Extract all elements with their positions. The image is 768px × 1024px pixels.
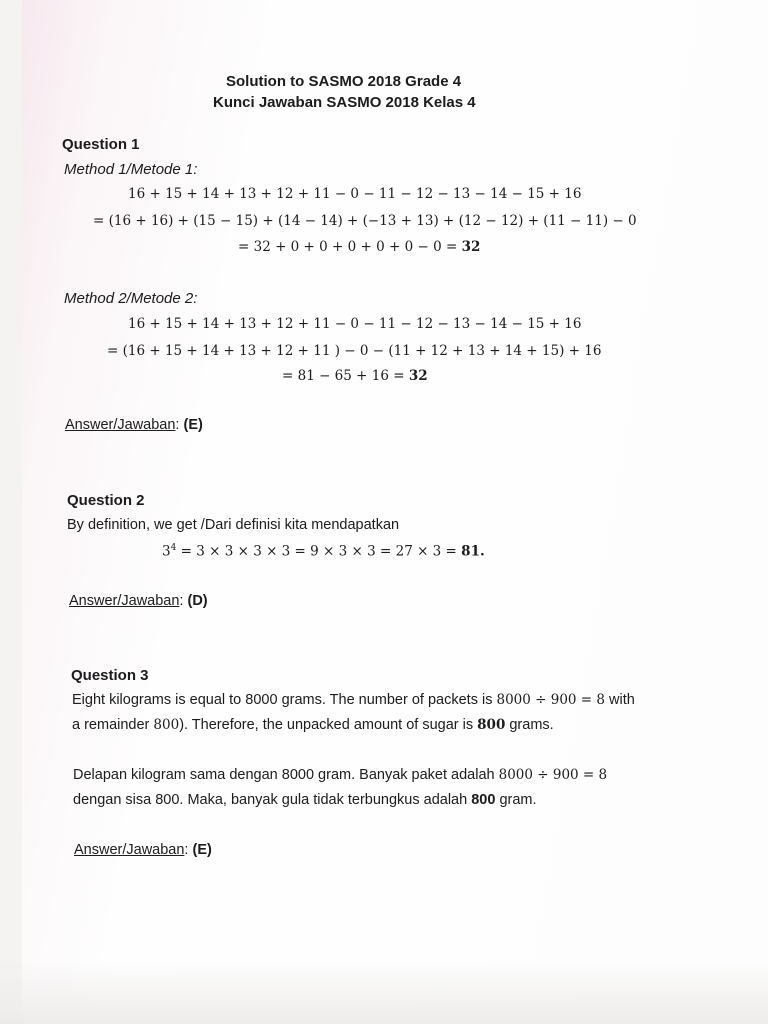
q1-method-1-label: Method 1/Metode 1: [64,161,198,178]
q3-id-l1-text: Delapan kilogram sama dengan 8000 gram. Banyak paket adalah [73,767,499,783]
q1-answer [65,417,203,433]
q2-equation [162,543,485,560]
document-title: Solution to SASMO 2018 Grade 4 [226,73,462,90]
q1-answer-label: Answer/Jawaban [65,417,176,433]
q1-answer-value: (E) [183,417,203,433]
q2-answer-value: (D) [187,593,208,609]
q2-intro: By definition, we get /Dari definisi kita mendapatkan [67,517,400,533]
q3-english-line-2 [72,717,554,733]
q3-id-l2-tail: gram. [495,792,537,808]
q2-eq-body: = 3 × 3 × 3 × 3 = 9 × 3 × 3 = 27 × 3 = [176,543,462,560]
q3-indonesian-line-2 [73,792,537,808]
q3-indonesian-line-1 [73,767,607,783]
q3-en-l2-text: a remainder [72,717,154,733]
q3-answer-label: Answer/Jawaban [74,842,185,858]
question-1-heading: Question 1 [62,136,140,153]
q1-method-2-label: Method 2/Metode 2: [64,290,198,307]
q2-answer [69,593,208,609]
q3-en-l2-bold: 800 [477,717,506,733]
q3-english-line-1 [72,692,635,708]
q1-m2-expression: = 81 − 65 + 16 = [282,368,409,384]
q1-method-2-line-2: = (16 + 15 + 14 + 13 + 12 + 11 ) − 0 − (11 + 12 + 13 + 14 + 15) + 16 [107,343,602,359]
q1-m1-expression: = 32 + 0 + 0 + 0 + 0 + 0 − 0 = [238,239,462,255]
q2-eq-exponent: 4 [170,543,177,553]
q1-method-2-line-3 [282,368,428,384]
q3-answer-separator: : [184,842,193,858]
q2-answer-separator: : [179,593,188,609]
q1-answer-separator: : [175,417,184,433]
q1-method-1-line-3 [238,239,480,255]
q3-en-l2-mid: ). Therefore, the unpacked amount of sugar is [179,717,478,733]
q3-id-l1-math: 8000 ÷ 900 = 8 [498,767,608,783]
question-2-heading: Question 2 [67,492,145,509]
q3-id-l2-bold: 800 [471,792,496,808]
paper-sheet [22,0,768,1024]
q3-answer-value: (E) [192,842,212,858]
q3-en-l1-text: Eight kilograms is equal to 8000 grams. The number of packets is [72,692,497,708]
q1-method-1-line-2: = (16 + 16) + (15 − 15) + (14 − 14) + (−13 + 13) + (12 − 12) + (11 − 11) − 0 [93,213,637,229]
q3-id-l2-text: dengan sisa 800. Maka, banyak gula tidak terbungkus adalah [73,792,472,808]
scan-shadow [0,960,768,1024]
q2-eq-base: 3 [162,543,171,560]
q3-answer [74,842,212,858]
q3-en-l1-tail: with [605,692,635,708]
q1-m1-result: 32 [461,239,481,255]
q3-en-l1-math: 8000 ÷ 900 = 8 [496,692,605,708]
q2-eq-result: 81. [461,543,485,560]
q1-method-1-line-1: 16 + 15 + 14 + 13 + 12 + 11 − 0 − 11 − 12 − 13 − 14 − 15 + 16 [128,186,582,202]
q3-en-l2-tail: grams. [505,717,554,733]
q2-answer-label: Answer/Jawaban [69,593,180,609]
q1-m2-result: 32 [408,368,428,384]
document-subtitle: Kunci Jawaban SASMO 2018 Kelas 4 [213,94,476,111]
q3-en-l2-math: 800 [153,717,180,733]
question-3-heading: Question 3 [71,667,149,684]
q1-method-2-line-1: 16 + 15 + 14 + 13 + 12 + 11 − 0 − 11 − 12 − 13 − 14 − 15 + 16 [128,316,582,332]
